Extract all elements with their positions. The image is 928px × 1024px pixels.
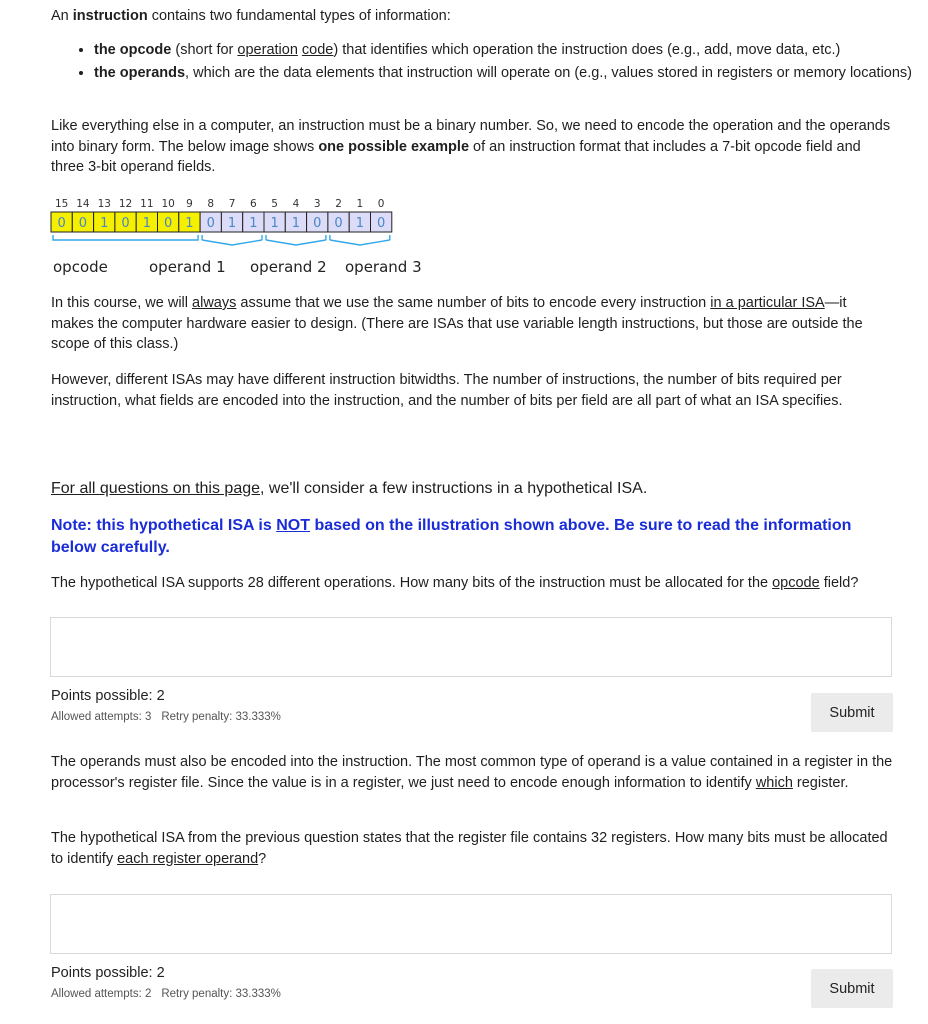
field-bracket <box>53 235 198 240</box>
bit-position-label: 13 <box>97 198 111 210</box>
bit-position-label: 14 <box>76 198 90 210</box>
points-possible: Points possible: 2 <box>51 965 165 981</box>
bit-value: 1 <box>270 216 279 231</box>
submit-button-opcode[interactable]: Submit <box>811 693 893 732</box>
attempt-info: Allowed attempts: 2 Retry penalty: 33.333% <box>51 988 281 1000</box>
attempt-info: Allowed attempts: 3 Retry penalty: 33.333% <box>51 711 281 723</box>
question-opcode-bits: The hypothetical ISA supports 28 different operations. How many bits of the instruction must be allocated for the opcode field? <box>51 575 859 591</box>
bit-position-label: 8 <box>207 198 215 210</box>
bit-value: 0 <box>377 216 386 231</box>
bit-value: 1 <box>142 216 151 231</box>
bit-position-label: 15 <box>54 198 69 210</box>
info-types-list <box>52 40 914 85</box>
instruction-format-figure <box>45 194 445 284</box>
bit-value: 1 <box>291 216 301 231</box>
bit-position-label: 11 <box>140 198 154 210</box>
bit-position-label: 4 <box>292 198 300 210</box>
field-bracket <box>330 235 390 245</box>
intro-text: An instruction contains two fundamental types of information: <box>51 8 451 24</box>
fixed-length-paragraph: In this course, we will always assume that we use the same number of bits to encode every instruction in a particular ISA—it makes the computer hardware easier to design. (There are ISAs that use variable length instructions, but those are outside the scope of this class.) <box>51 295 863 352</box>
bit-value: 1 <box>249 216 258 231</box>
bit-value: 1 <box>100 216 109 231</box>
bit-position-label: 10 <box>161 198 175 210</box>
question-register-bits: The hypothetical ISA from the previous question states that the register file contains 32 registers. How many bits must be allocated to identify each register operand? <box>51 830 888 867</box>
bit-position-label: 3 <box>313 198 321 210</box>
bit-value: 0 <box>164 216 173 231</box>
submit-button-register[interactable]: Submit <box>811 969 893 1008</box>
bit-value: 1 <box>227 216 237 231</box>
field-bracket <box>202 235 262 245</box>
points-possible: Points possible: 2 <box>51 688 165 704</box>
bit-value: 1 <box>355 216 364 231</box>
list-item-opcode: • the opcode (short for operation code) that identifies which operation the instruction does (e.g., add, move data, etc.) <box>94 40 914 61</box>
field-label: operand 2 <box>250 258 327 276</box>
encoding-paragraph: Like everything else in a computer, an instruction must be a binary number. So, we need to encode the operation and the operands into binary form. The below image shows one possible example of an instruction format that includes a 7-bit opcode field and three 3-bit operand fields. <box>51 118 891 175</box>
bit-position-label: 12 <box>118 198 133 210</box>
bit-value: 0 <box>121 216 130 231</box>
field-label: operand 1 <box>149 258 226 276</box>
bit-position-label: 0 <box>377 198 385 210</box>
bit-value: 0 <box>57 216 66 231</box>
section-intro: For all questions on this page, we'll consider a few instructions in a hypothetical ISA. <box>51 480 648 497</box>
bit-value: 1 <box>185 216 194 231</box>
isa-bitwidth-paragraph: However, different ISAs may have different instruction bitwidths. The number of instructions, the number of bits required per instruction, what fields are encoded into the instruction, and the number of bits per field are all part of what an ISA specifies. <box>51 372 843 409</box>
bit-position-label: 5 <box>271 198 278 210</box>
warning-note: Note: this hypothetical ISA is NOT based on the illustration shown above. Be sure to read the information below carefully. <box>51 517 852 556</box>
answer-input-register[interactable] <box>50 894 892 954</box>
bit-value: 0 <box>206 216 215 231</box>
field-bracket <box>266 235 326 245</box>
field-label: operand 3 <box>345 258 422 276</box>
bit-value: 0 <box>334 216 343 231</box>
answer-input-opcode[interactable] <box>50 617 892 677</box>
register-operand-paragraph: The operands must also be encoded into the instruction. The most common type of operand is a value contained in a register in the processor's register file. Since the value is in a register, we just need to encode enough information to identify which register. <box>51 754 893 791</box>
bit-position-label: 7 <box>228 198 236 210</box>
bit-position-label: 2 <box>335 198 342 210</box>
bit-position-label: 9 <box>186 198 193 210</box>
bit-position-label: 6 <box>250 198 257 210</box>
bit-position-label: 1 <box>356 198 364 210</box>
list-item-operands: • the operands, which are the data elements that instruction will operate on (e.g., values stored in registers or memory locations) <box>94 63 914 84</box>
bit-value: 0 <box>78 216 88 231</box>
bit-value: 0 <box>313 216 322 231</box>
field-label: opcode <box>53 258 108 276</box>
